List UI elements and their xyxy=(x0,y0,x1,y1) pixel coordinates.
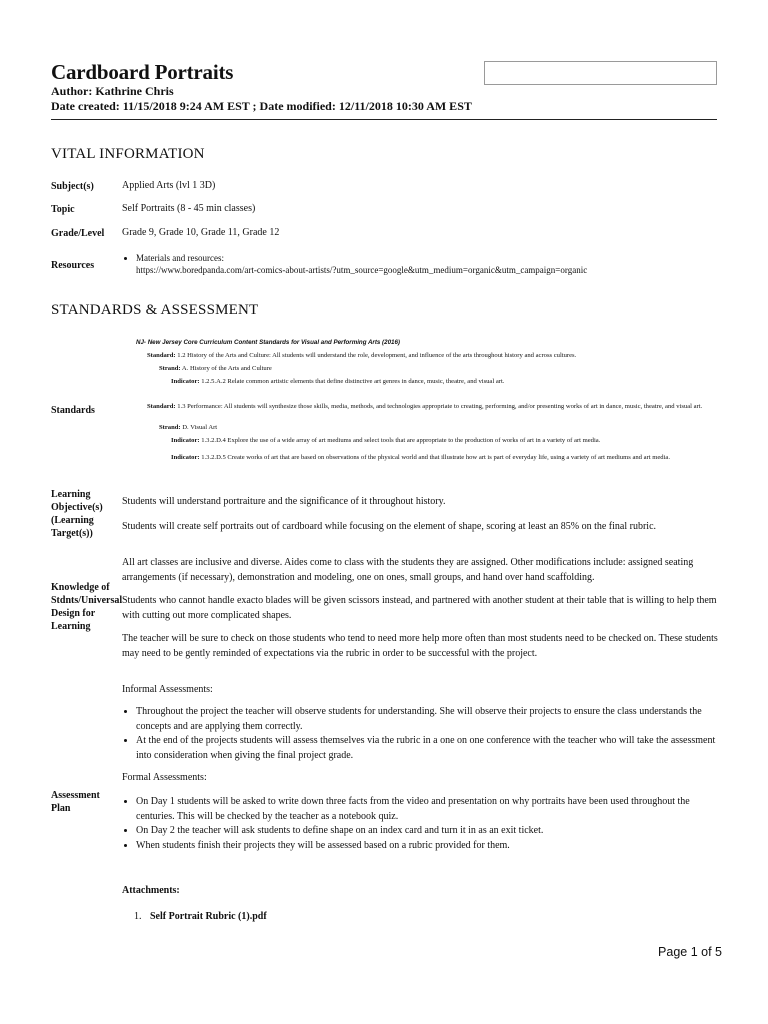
indicator-1-key: Indicator: xyxy=(171,378,200,385)
indicator-3 xyxy=(171,453,718,462)
formal-assessment-item: • When students finish their projects they will be assessed based on a rubric provided for them. xyxy=(136,839,718,854)
formal-assessments-heading: Formal Assessments: xyxy=(122,772,207,783)
indicator-3-text: 1.3.2.D.5 Create works of art that are based on observations of the physical world and that illustrate how art is part of everyday life, using a variety of art mediums and art media. xyxy=(199,454,670,461)
indicator-2 xyxy=(171,436,716,445)
standard-2-text: 1.3 Performance: All students will synthesize those skills, media, methods, and technologies appropriate to creating, performing, and/or presenting works of art in dance, music, theatre, and visual art. xyxy=(175,403,703,410)
standard-2-key: Standard: xyxy=(147,403,176,410)
assessment-plan-label: Assessment Plan xyxy=(51,790,100,814)
resources-list-item xyxy=(136,252,712,276)
strand-2-text: D. Visual Art xyxy=(180,424,218,431)
author-line: Author: Kathrine Chris xyxy=(51,84,174,98)
standard-2 xyxy=(147,402,717,411)
formal-assessment-item: • On Day 1 students will be asked to write down three facts from the video and presentation on why portraits have been used throughout the centuries. This will be checked by the teacher as a notebook quiz. xyxy=(136,795,718,824)
standards-assessment-heading: STANDARDS & ASSESSMENT xyxy=(51,302,259,318)
standards-source: NJ- New Jersey Core Curriculum Content Standards for Visual and Performing Arts (2016) xyxy=(136,339,400,346)
topic-value: Self Portraits (8 - 45 min classes) xyxy=(122,203,256,214)
topic-label: Topic xyxy=(51,204,75,215)
resources-list xyxy=(122,252,712,276)
grade-label: Grade/Level xyxy=(51,228,105,239)
strand-1 xyxy=(159,364,714,373)
page-number: Page 1 of 5 xyxy=(658,945,722,959)
header-divider xyxy=(51,119,717,120)
vital-information-heading: VITAL INFORMATION xyxy=(51,146,205,162)
attachment-number: 1. xyxy=(134,911,142,922)
standard-1 xyxy=(147,351,717,360)
informal-assessment-item: • At the end of the projects students will assess themselves via the rubric in a one on one conference with the teacher who will take the assessment into consideration when giving the final project grade. xyxy=(136,734,718,763)
document-title: Cardboard Portraits xyxy=(51,60,234,84)
subject-label: Subject(s) xyxy=(51,181,94,192)
informal-assessment-item: • Throughout the project the teacher will observe students for understanding. She will observe their projects to ensure the class understands the concepts and are applying them correctly. xyxy=(136,705,718,734)
header-input-box[interactable] xyxy=(484,61,717,85)
formal-assessment-item: • On Day 2 the teacher will ask students to define shape on an index card and turn it in as an exit ticket. xyxy=(136,824,718,839)
informal-assessments-heading: Informal Assessments: xyxy=(122,684,213,695)
strand-2-key: Strand: xyxy=(159,424,181,431)
strand-2 xyxy=(159,423,714,432)
standard-1-text: 1.2 History of the Arts and Culture: All students will understand the role, development, and influence of the arts throughout history and across cultures. xyxy=(175,352,577,359)
attachment-link[interactable]: Self Portrait Rubric (1).pdf xyxy=(150,911,267,922)
subject-value: Applied Arts (lvl 1 3D) xyxy=(122,180,216,191)
knowledge-udl-label: Knowledge of Stdnts/Universal Design for Learning xyxy=(51,582,123,632)
indicator-2-text: 1.3.2.D.4 Explore the use of a wide array of art mediums and select tools that are appropriate to the production of works of art in a variety of art media. xyxy=(199,437,601,444)
indicator-3-key: Indicator: xyxy=(171,454,200,461)
attachments-list xyxy=(122,910,718,925)
resources-item-label: Materials and resources: xyxy=(136,253,224,263)
resources-label: Resources xyxy=(51,260,95,271)
indicator-1 xyxy=(171,377,716,386)
standard-1-key: Standard: xyxy=(147,352,176,359)
learning-objectives-label: Learning Objective(s) (Learning Target(s)) xyxy=(51,489,103,539)
objective-1: Students will understand portraiture and the significance of it throughout history. xyxy=(122,496,446,507)
date-line: Date created: 11/15/2018 9:24 AM EST ; Date modified: 12/11/2018 10:30 AM EST xyxy=(51,99,472,113)
formal-assessments-list xyxy=(122,795,718,853)
strand-1-text: A. History of the Arts and Culture xyxy=(180,365,272,372)
knowledge-paragraph-2: Students who cannot handle exacto blades will be given scissors instead, and partnered with another student at their table that is willing to help them with cutting out more complicated shapes. xyxy=(122,595,717,621)
attachments-heading: Attachments: xyxy=(122,885,180,896)
knowledge-paragraph-1: All art classes are inclusive and diverse. Aides come to class with the students they are assigned. Other modifications include: assigned seating arrangements (if necessary), demonstration and modeling, one on ones, small groups, and hand over hand scaffolding. xyxy=(122,557,694,583)
strand-1-key: Strand: xyxy=(159,365,181,372)
indicator-1-text: 1.2.5.A.2 Relate common artistic elements that define distinctive art genres in dance, music, theatre, and visual art. xyxy=(199,378,505,385)
objective-2: Students will create self portraits out of cardboard while focusing on the element of shape, scoring at least an 85% on the final rubric. xyxy=(122,521,657,532)
indicator-2-key: Indicator: xyxy=(171,437,200,444)
grade-value: Grade 9, Grade 10, Grade 11, Grade 12 xyxy=(122,227,280,238)
knowledge-paragraph-3: The teacher will be sure to check on those students who tend to need more help more often than most students need to be checked on. These students may need to be gently reminded of expectations via the rubric in order to be successful with the project. xyxy=(122,633,718,659)
standards-label: Standards xyxy=(51,405,95,416)
informal-assessments-list xyxy=(122,705,718,763)
resources-url-link[interactable]: https://www.boredpanda.com/art-comics-about-artists/?utm_source=google&utm_medium=organic&utm_campaign=organic xyxy=(136,265,588,275)
